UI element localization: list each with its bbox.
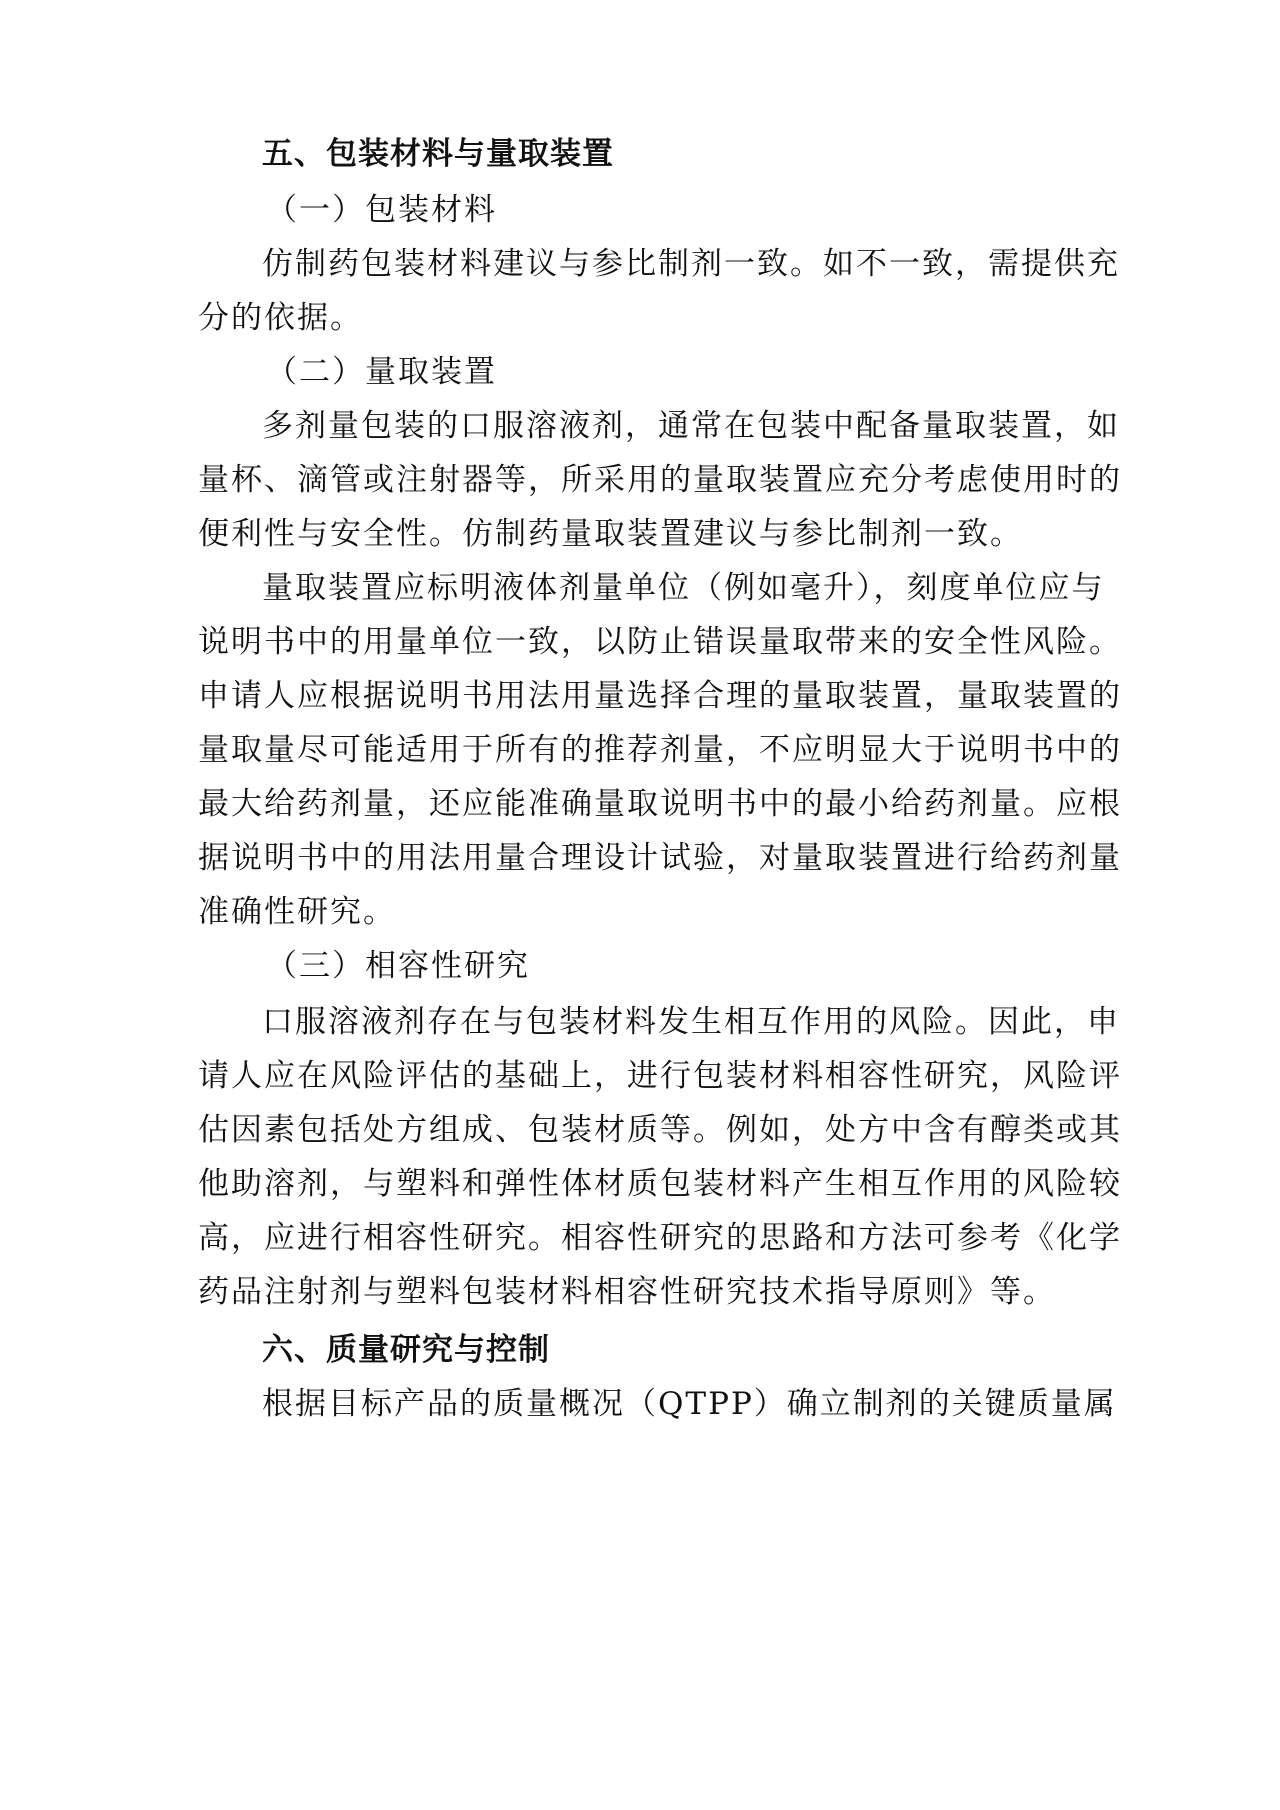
paragraph-line: 请人应在风险评估的基础上，进行包装材料相容性研究，风险评 [198, 1058, 1122, 1094]
paragraph-line: 药品注射剂与塑料包装材料相容性研究技术指导原则》等。 [198, 1274, 1056, 1310]
subsection-3-title: （三）相容性研究 [266, 948, 530, 984]
subsection-2-title: （二）量取装置 [266, 354, 497, 390]
paragraph-line: 仿制药包装材料建议与参比制剂一致。如不一致，需提供充 [262, 246, 1120, 282]
paragraph-line: 量杯、滴管或注射器等，所采用的量取装置应充分考虑使用时的 [198, 462, 1122, 498]
section-5-title: 五、包装材料与量取装置 [262, 136, 614, 172]
paragraph-line: 量取装置应标明液体剂量单位（例如毫升），刻度单位应与 [262, 570, 1105, 606]
paragraph-line: 他助溶剂，与塑料和弹性体材质包装材料产生相互作用的风险较 [198, 1166, 1122, 1202]
paragraph-line: 便利性与安全性。仿制药量取装置建议与参比制剂一致。 [198, 516, 1023, 552]
subsection-1-title: （一）包装材料 [266, 192, 497, 228]
paragraph-line: 准确性研究。 [198, 894, 396, 930]
paragraph-line: 口服溶液剂存在与包装材料发生相互作用的风险。因此，申 [262, 1004, 1120, 1040]
paragraph-line: 高，应进行相容性研究。相容性研究的思路和方法可参考《化学 [198, 1220, 1122, 1256]
section-6-title: 六、质量研究与控制 [262, 1332, 550, 1368]
paragraph-line: 最大给药剂量，还应能准确量取说明书中的最小给药剂量。应根 [198, 786, 1122, 822]
paragraph-line: 根据目标产品的质量概况（QTPP）确立制剂的关键质量属 [262, 1386, 1117, 1422]
paragraph-line: 量取量尽可能适用于所有的推荐剂量，不应明显大于说明书中的 [198, 732, 1122, 768]
paragraph-line: 据说明书中的用法用量合理设计试验，对量取装置进行给药剂量 [198, 840, 1122, 876]
paragraph-line: 多剂量包装的口服溶液剂，通常在包装中配备量取装置，如 [262, 408, 1120, 444]
paragraph-line: 申请人应根据说明书用法用量选择合理的量取装置，量取装置的 [198, 678, 1122, 714]
paragraph-line: 说明书中的用量单位一致，以防止错误量取带来的安全性风险。 [198, 624, 1122, 660]
paragraph-line: 估因素包括处方组成、包装材质等。例如，处方中含有醇类或其 [198, 1112, 1122, 1148]
paragraph-line: 分的依据。 [198, 300, 363, 336]
